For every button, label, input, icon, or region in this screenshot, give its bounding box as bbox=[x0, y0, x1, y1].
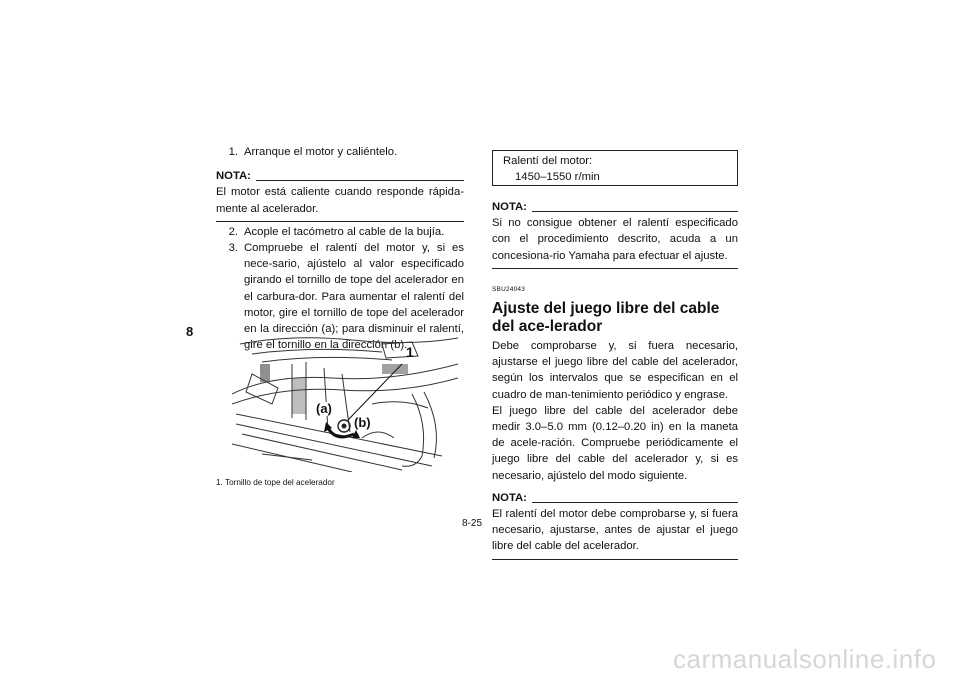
divider bbox=[256, 180, 464, 181]
step-2 bbox=[216, 224, 464, 240]
divider bbox=[532, 502, 738, 503]
nota-text: El ralentí del motor debe comprobarse y, si fuera necesario, ajustarse, antes de ajustar el juego libre del cable del acelerador. bbox=[492, 508, 738, 553]
nota-heading bbox=[216, 168, 464, 184]
nota-label: NOTA: bbox=[492, 491, 527, 504]
step-number: 2. bbox=[228, 225, 238, 238]
watermark: carmanualsonline.info bbox=[673, 644, 937, 674]
chapter-tab: 8 bbox=[186, 324, 194, 339]
figure-callout-1: 1 bbox=[406, 344, 414, 360]
step-text: Arranque el motor y caliéntelo. bbox=[244, 146, 398, 158]
spec-label: Ralentí del motor: bbox=[503, 155, 593, 167]
page-number: 8-25 bbox=[462, 518, 483, 529]
carburetor-figure bbox=[232, 334, 458, 472]
step-text: Acople el tacómetro al cable de la bujía. bbox=[244, 225, 445, 238]
nota-text: Si no consigue obtener el ralentí especificado con el procedimiento descrito, acuda a un concesiona-rio Yamaha para efectuar el ajuste. bbox=[492, 217, 738, 262]
spec-box bbox=[492, 150, 738, 186]
right-column bbox=[492, 150, 738, 560]
nota-text: El motor está caliente cuando responde rápida-mente al acelerador. bbox=[216, 186, 464, 215]
figure-label-a: (a) bbox=[316, 401, 332, 416]
figure-label-b: (b) bbox=[354, 415, 371, 430]
divider bbox=[216, 221, 464, 222]
divider bbox=[492, 559, 738, 560]
left-column bbox=[216, 144, 464, 353]
section-paragraph: Debe comprobarse y, si fuera necesario, ajustarse el juego libre del cable del acelerador, según los intervalos que se especifican en el cuadro de man-tenimiento periódico y engrase. bbox=[492, 340, 738, 401]
nota-heading bbox=[492, 490, 738, 506]
nota-heading bbox=[492, 199, 738, 215]
step-text: Compruebe el ralentí del motor y, si es nece-sario, ajústelo al valor especificado girando el tornillo de tope del acelerador en el carbura-dor. Para aumentar el ralentí del motor, gire el tornillo de tope del acelerador en la dirección (a); para disminuir el ralentí, gire el tornillo en la dirección (b). bbox=[244, 242, 464, 352]
caption-text: Tornillo de tope del acelerador bbox=[224, 478, 335, 487]
divider bbox=[492, 268, 738, 269]
step-number: 1. bbox=[228, 146, 238, 158]
step-number: 3. bbox=[228, 242, 238, 255]
section-code: SBU24043 bbox=[492, 285, 526, 293]
divider bbox=[532, 211, 738, 212]
step-1 bbox=[216, 144, 464, 160]
section-title: Ajuste del juego libre del cable del ace-lerador bbox=[492, 300, 720, 336]
section-paragraph: El juego libre del cable del acelerador debe medir 3.0–5.0 mm (0.12–0.20 in) en la maneta de acele-ración. Compruebe periódicamente el juego libre del cable del acelerador y, si es necesario, ajústelo del modo siguiente. bbox=[492, 404, 738, 482]
caption-number: 1. bbox=[216, 478, 223, 487]
spec-value: 1450–1550 r/min bbox=[515, 171, 600, 184]
figure-caption bbox=[216, 478, 464, 487]
carburetor-illustration bbox=[232, 334, 458, 472]
nota-label: NOTA: bbox=[216, 170, 251, 183]
nota-label: NOTA: bbox=[492, 201, 527, 213]
